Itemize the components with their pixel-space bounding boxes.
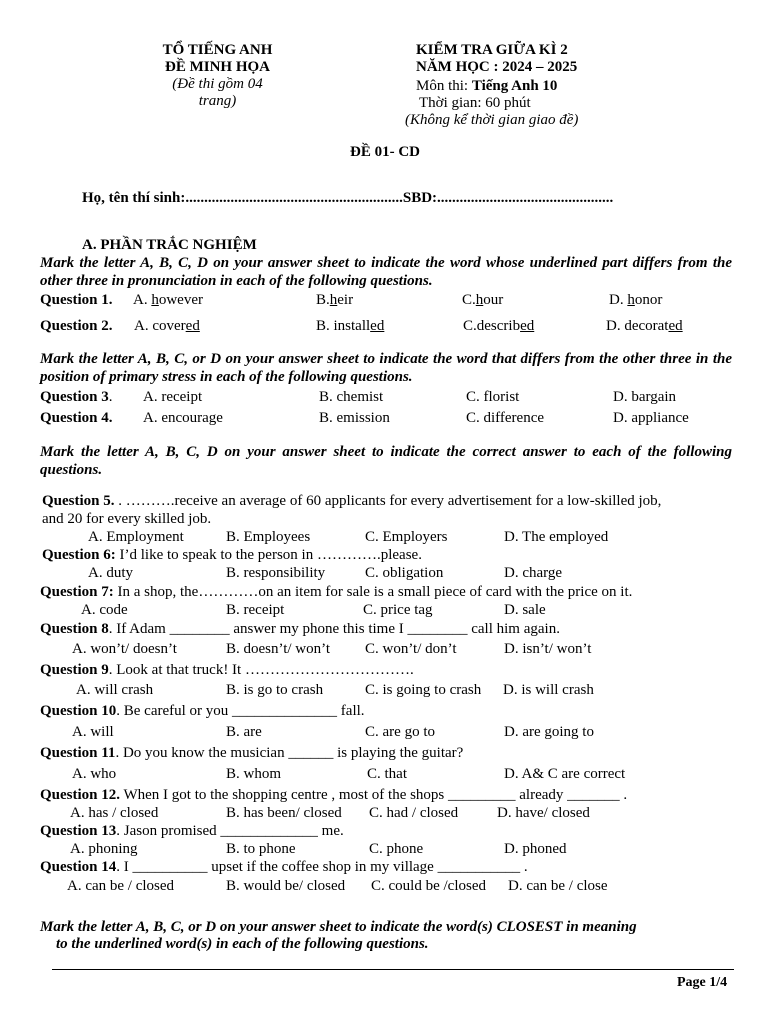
- header-duration: Thời gian: 60 phút: [419, 95, 531, 111]
- option-c: C. phone: [369, 841, 424, 857]
- option-d: D. have/ closed: [497, 805, 590, 821]
- question-7: Question 7: In a shop, the…………on an item for sale is a small piece of card with the price on it.: [40, 584, 633, 600]
- question-label: Question 2.: [40, 318, 113, 334]
- option-b: B. responsibility: [226, 565, 326, 581]
- option-b: B. receipt: [226, 602, 285, 618]
- option-b: B. is go to crash: [226, 682, 324, 698]
- option-c: C. are go to: [365, 724, 435, 740]
- option-d: D. phoned: [504, 841, 567, 857]
- option-a: A. Employment: [88, 529, 184, 545]
- option-a: A. code: [81, 602, 128, 618]
- question-10: Question 10. Be careful or you ______________ fall.: [40, 703, 365, 719]
- option-b: B. doesn’t/ won’t: [226, 641, 331, 657]
- option-b: B. has been/ closed: [226, 805, 342, 821]
- question-8: Question 8. If Adam ________ answer my phone this time I ________ call him again.: [40, 621, 560, 637]
- question-3: Question 3.: [40, 389, 113, 405]
- question-6: Question 6: I’d like to speak to the person in ………….please.: [42, 547, 422, 563]
- header-subject-prefix: Môn thi:: [416, 78, 472, 94]
- option-c: C. is going to crash: [365, 682, 482, 698]
- option-c: C. had / closed: [369, 805, 459, 821]
- instruction-closest-line2: to the underlined word(s) in each of the following questions.: [56, 936, 429, 952]
- instruction-pronunciation: Mark the letter A, B, C, D on your answer sheet to indicate the word whose underlined part differs from the other three in pronunciation in each of the following questions.: [40, 255, 732, 289]
- option-d: D. can be / close: [508, 878, 608, 894]
- option-a: A. can be / closed: [67, 878, 175, 894]
- option-b: B. would be/ closed: [226, 878, 346, 894]
- option-c: C. that: [367, 766, 407, 782]
- option-d: D. A& C are correct: [504, 766, 626, 782]
- option-b: B. Employees: [226, 529, 311, 545]
- option-a: A. receipt: [143, 389, 203, 405]
- option-c: C. price tag: [363, 602, 433, 618]
- option-d: D. bargain: [613, 389, 677, 405]
- option-c: C. difference: [466, 410, 545, 426]
- section-title: A. PHẦN TRẮC NGHIỆM: [82, 237, 257, 253]
- exam-code: ĐỀ 01- CD: [350, 144, 420, 160]
- header-exam-title: KIỂM TRA GIỮA KÌ 2: [416, 42, 568, 58]
- option-c: C. won’t/ don’t: [365, 641, 457, 657]
- footer-divider: [52, 969, 734, 970]
- question-label: Question 1.: [40, 292, 113, 308]
- option-d: D. decorated: [606, 318, 683, 334]
- option-d: D. The employed: [504, 529, 609, 545]
- option-b: B.heir: [316, 292, 354, 308]
- option-b: B. are: [226, 724, 262, 740]
- option-b: B. installed: [316, 318, 385, 334]
- option-c: C. could be /closed: [371, 878, 486, 894]
- option-a: A. has / closed: [70, 805, 159, 821]
- question-11: Question 11. Do you know the musician ______ is playing the guitar?: [40, 745, 464, 761]
- header-subject-name: Tiếng Anh 10: [471, 78, 558, 94]
- header-subject: [416, 77, 557, 95]
- option-a: A. encourage: [143, 410, 223, 426]
- instruction-correct-answer: Mark the letter A, B, C, D on your answer sheet to indicate the correct answer to each of the following questions.: [40, 444, 732, 478]
- option-d: D. charge: [504, 565, 563, 581]
- option-a: A. who: [72, 766, 117, 782]
- option-d: D. honor: [609, 292, 663, 308]
- question-5-continued: and 20 for every skilled job.: [42, 511, 212, 527]
- page-number: Page 1/4: [677, 975, 728, 990]
- option-a: A. will: [72, 724, 114, 740]
- question-13: Question 13. Jason promised _____________ me.: [40, 823, 344, 839]
- question-12: Question 12. When I got to the shopping centre , most of the shops _________ already _______ .: [40, 787, 628, 803]
- option-d: D. are going to: [504, 724, 594, 740]
- question-9: Question 9. Look at that truck! It …………………………….: [40, 662, 414, 678]
- option-b: B. chemist: [319, 389, 384, 405]
- header-exam-type: ĐỀ MINH HỌA: [165, 59, 270, 75]
- option-c: C. florist: [466, 389, 520, 405]
- question-5: Question 5. . ……….receive an average of 60 applicants for every advertisement for a low-skilled job,: [42, 493, 662, 509]
- option-a: A. won’t/ doesn’t: [72, 641, 177, 657]
- option-a: A. duty: [88, 565, 133, 581]
- option-c: C.hour: [462, 292, 504, 308]
- header-pages-note: (Đề thi gồm 04: [172, 76, 263, 92]
- header-school-year: NĂM HỌC : 2024 – 2025: [416, 59, 578, 75]
- instruction-stress: Mark the letter A, B, C, or D on your answer sheet to indicate the word that differs from the other three in the position of primary stress in each of the following questions.: [40, 351, 732, 385]
- option-b: B. whom: [226, 766, 282, 782]
- option-a: A. however: [133, 292, 203, 308]
- option-b: B. to phone: [226, 841, 296, 857]
- option-d: D. sale: [504, 602, 546, 618]
- question-4: Question 4.: [40, 410, 113, 426]
- candidate-line: Họ, tên thí sinh:..........................................................SBD:...............................................: [82, 190, 614, 206]
- option-a: A. phoning: [70, 841, 138, 857]
- question-1: [40, 291, 113, 309]
- option-b: B. emission: [319, 410, 390, 426]
- option-c: C. obligation: [365, 565, 444, 581]
- option-d: D. isn’t/ won’t: [504, 641, 592, 657]
- header-org: TỔ TIẾNG ANH: [162, 42, 273, 58]
- header-duration-note: (Không kể thời gian giao đề): [405, 112, 579, 128]
- header-pages-note-2: trang): [198, 93, 237, 109]
- option-d: D. appliance: [613, 410, 689, 426]
- question-2: [40, 317, 113, 335]
- question-14: Question 14. I __________ upset if the coffee shop in my village ___________ .: [40, 859, 528, 875]
- option-d: D. is will crash: [503, 682, 594, 698]
- option-c: C.described: [463, 318, 535, 334]
- instruction-closest-line1: Mark the letter A, B, C, or D on your answer sheet to indicate the word(s) CLOSEST in meaning: [40, 919, 637, 935]
- option-a: A. covered: [134, 318, 200, 334]
- option-c: C. Employers: [365, 529, 448, 545]
- option-a: A. will crash: [76, 682, 154, 698]
